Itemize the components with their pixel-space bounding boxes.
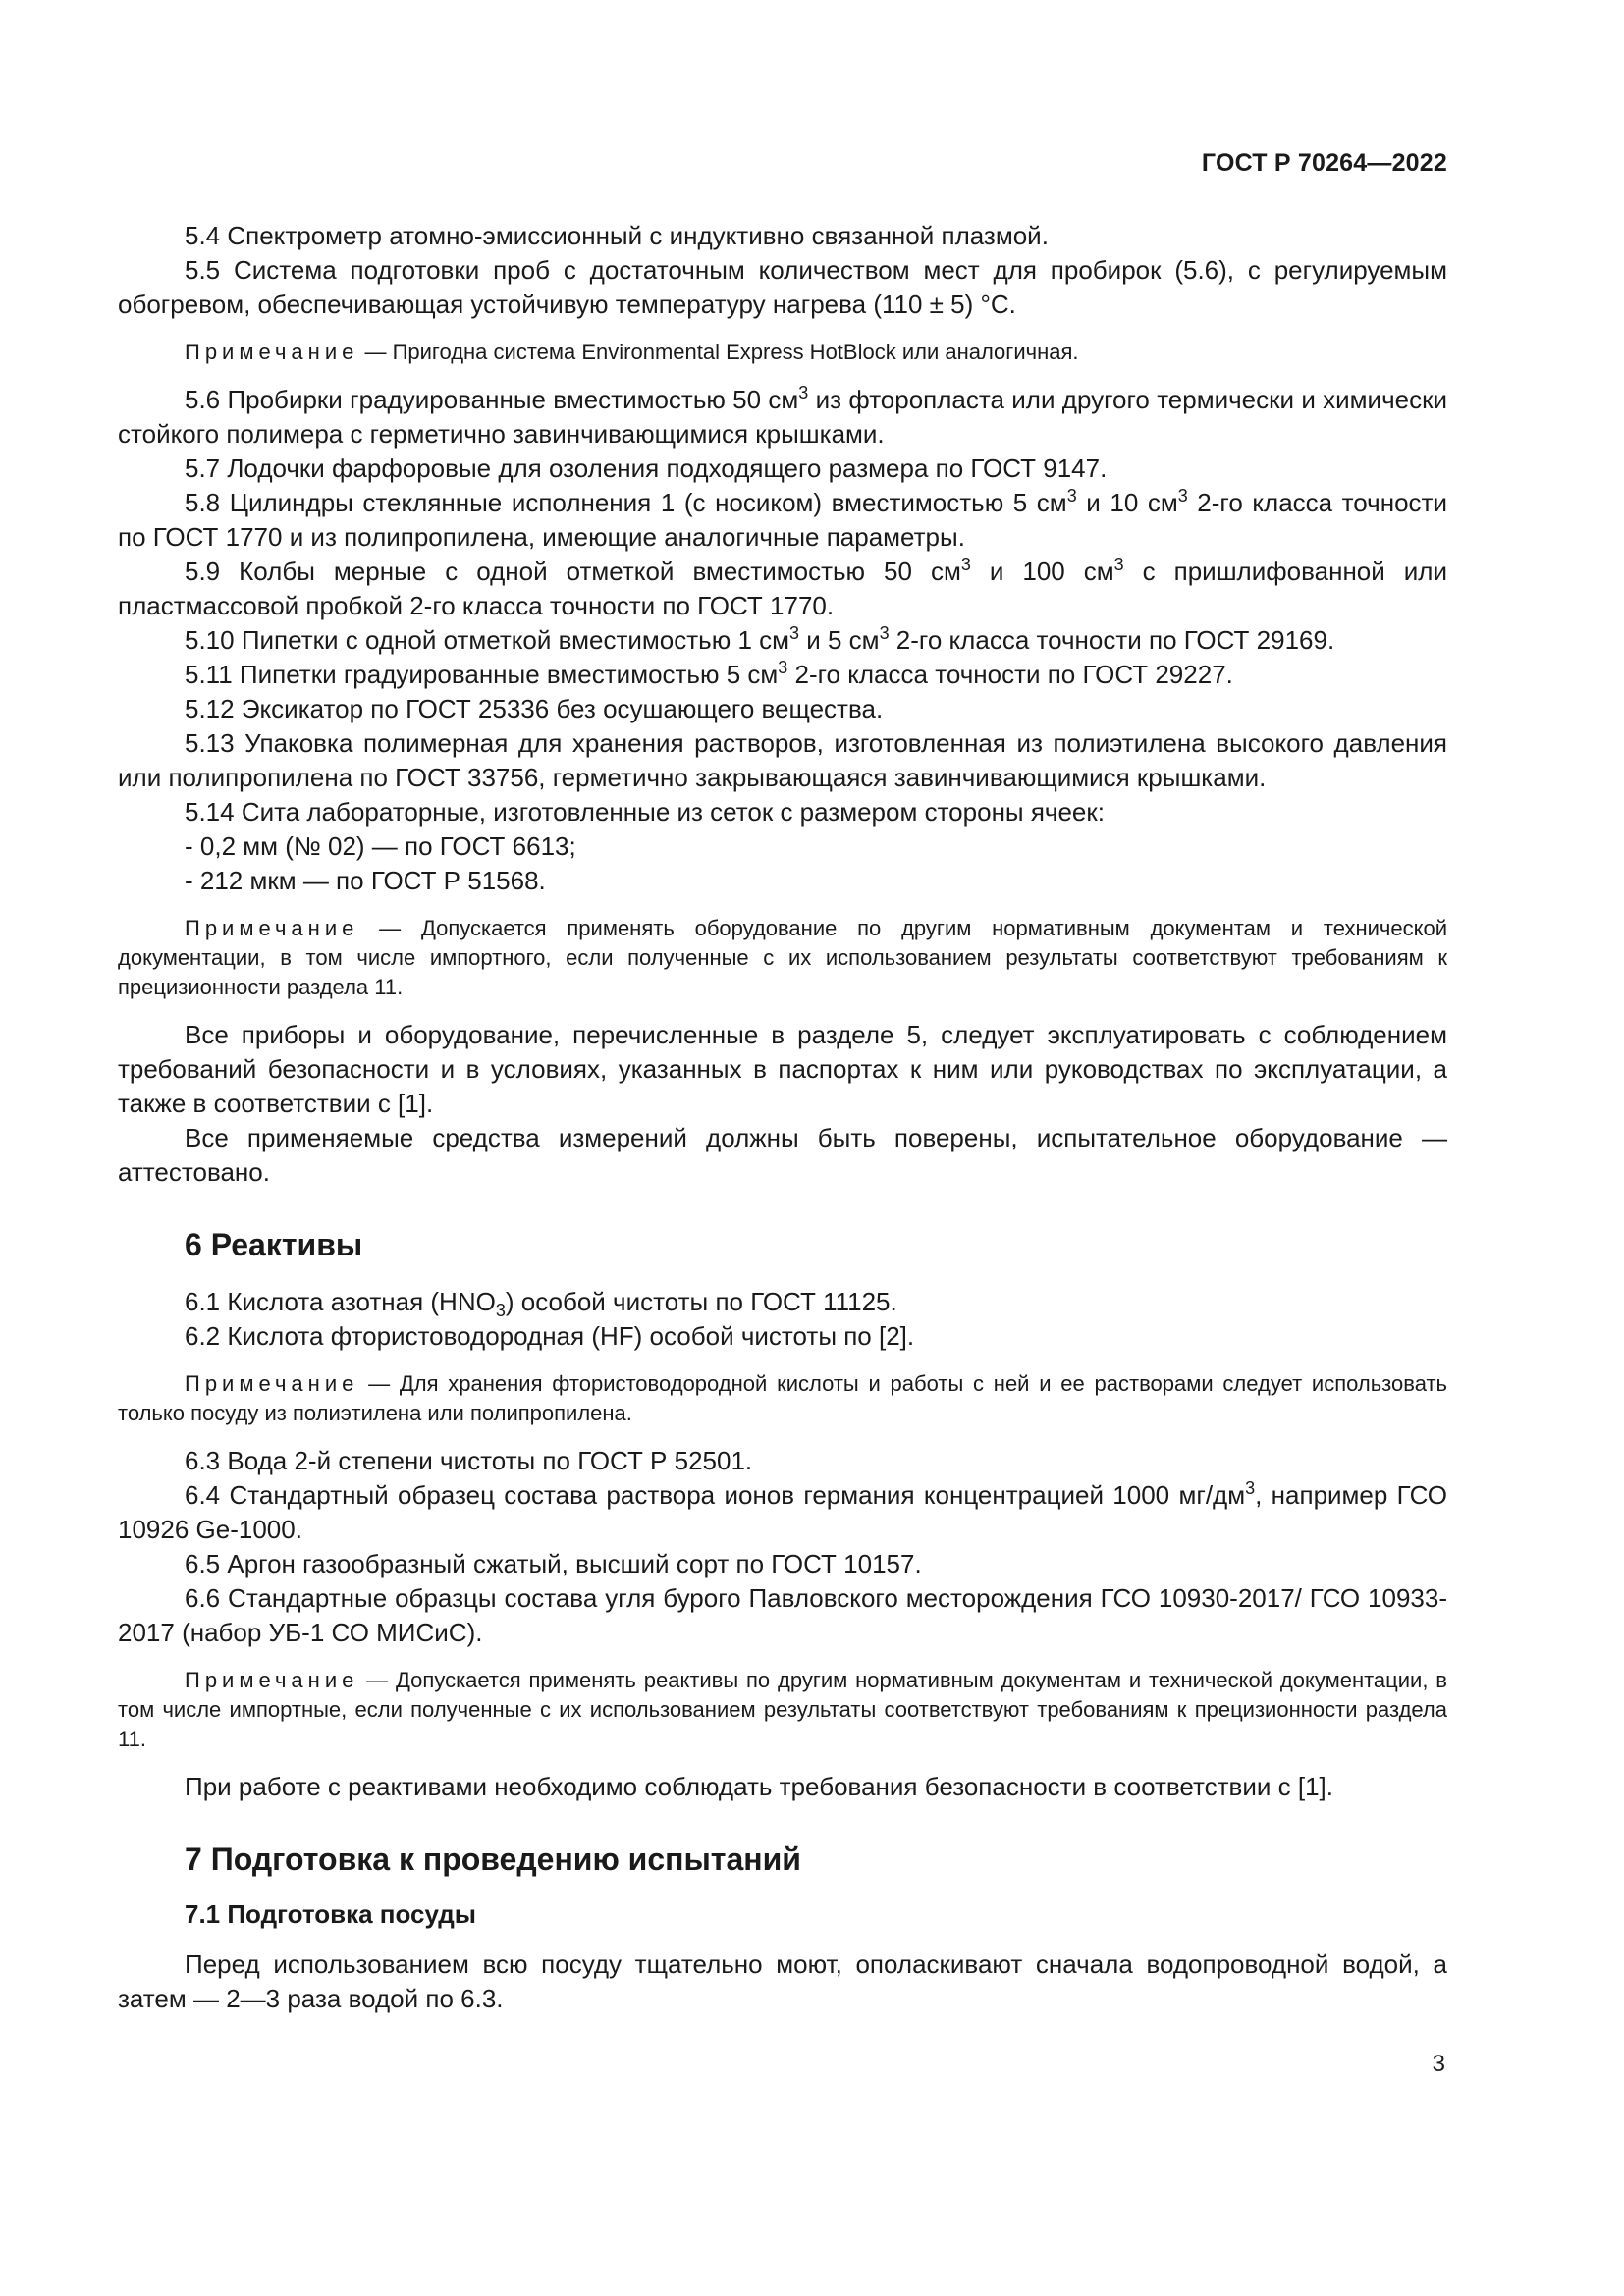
item-5-8: 5.8 Цилиндры стеклянные исполнения 1 (с носиком) вместимостью 5 $см^3$ и 10 $см^3$ 2-го класса точности по ГОСТ 1770 и из полипропилена, имеющие аналогичные параметры. xyxy=(118,486,1447,552)
item-6-4: 6.4 Стандартный образец состава раствора ионов германия концентрацией 1000 $мг/дм^3$, например ГСО 10926 Ge-1000. xyxy=(118,1478,1448,1544)
document-code-header: ГОСТ Р 70264—2022 xyxy=(1201,149,1447,177)
page-number: 3 xyxy=(1432,2051,1445,2077)
item-5-11: 5.11 Пипетки градуированные вместимостью 5 $см^3$ 2-го класса точности по ГОСТ 29227. xyxy=(185,658,1233,689)
item-5-10: 5.10 Пипетки с одной отметкой вместимостью 1 $см^3$ и 5 $см^3$ 2-го класса точности по ГОСТ 29169. xyxy=(185,623,1335,655)
list-item-sieve-1: - 0,2 мм (№ 02) — по ГОСТ 6613; xyxy=(185,831,576,861)
note-4 xyxy=(118,1666,1447,1754)
note-text: — Допускается применять реактивы по другим нормативным документам и технической документации, в том числе импортные, если полученные с их использованием результаты соответствуют требованиям к прецизионности раздела 11. xyxy=(118,1668,1447,1751)
section-7-title: 7 Подготовка к проведению испытаний xyxy=(185,1842,801,1877)
item-5-12: 5.12 Эксикатор по ГОСТ 25336 без осушающего вещества. xyxy=(185,694,884,723)
note-text: — Допускается применять оборудование по другим нормативным документам и технической документации, в том числе импортного, если полученные с их использованием результаты соответствуют требованиям к прецизионности раздела 11. xyxy=(118,916,1447,999)
item-5-13: 5.13 Упаковка полимерная для хранения растворов, изготовленная из полиэтилена высокого давления или полипропилена по ГОСТ 33756, герметично закрывающаяся завинчивающимися крышками. xyxy=(118,728,1447,792)
item-6-6: 6.6 Стандартные образцы состава угля бурого Павловского месторождения ГСО 10930-2017/ ГСО 10933-2017 (набор УБ-1 СО МИСиС). xyxy=(118,1583,1447,1647)
list-item-sieve-2: - 212 мкм — по ГОСТ Р 51568. xyxy=(185,866,546,895)
item-5-14: 5.14 Сита лабораторные, изготовленные из сеток с размером стороны ячеек: xyxy=(185,797,1105,827)
note-text: — Пригодна система Environmental Express HotBlock или аналогичная. xyxy=(358,340,1079,364)
item-6-2: 6.2 Кислота фтористоводородная (HF) особой чистоты по [2]. xyxy=(185,1321,915,1351)
note-1 xyxy=(118,338,1447,367)
item-5-7: 5.7 Лодочки фарфоровые для озоления подходящего размера по ГОСТ 9147. xyxy=(185,454,1108,483)
item-5-4: 5.4 Спектрометр атомно-эмиссионный с индуктивно связанной плазмой. xyxy=(185,221,1049,250)
item-6-5: 6.5 Аргон газообразный сжатый, высший сорт по ГОСТ 10157. xyxy=(185,1549,922,1578)
note-label: Примечание xyxy=(185,1371,359,1396)
item-6-1: 6.1 Кислота азотная $(HNO_3)$ особой чистоты по ГОСТ 11125. xyxy=(185,1287,897,1320)
note-label: Примечание xyxy=(185,340,359,364)
paragraph-dish-preparation: Перед использованием всю посуду тщательно моют, ополаскивают сначала водопроводной водой, а затем — 2—3 раза водой по 6.3. xyxy=(118,1949,1447,2013)
note-label: Примечание xyxy=(185,1668,359,1692)
paragraph-equipment-verification: Все применяемые средства измерений должны быть поверены, испытательное оборудование — аттестовано. xyxy=(118,1123,1447,1187)
item-6-3: 6.3 Вода 2-й степени чистоты по ГОСТ Р 52501. xyxy=(185,1446,753,1475)
page-content xyxy=(118,219,1447,2016)
paragraph-reagents-safety: При работе с реактивами необходимо соблюдать требования безопасности в соответствии с [1]. xyxy=(185,1772,1333,1801)
item-5-5: 5.5 Система подготовки проб с достаточным количеством мест для пробирок (5.6), с регулируемым обогревом, обеспечивающая устойчивую температуру нагрева (110 ± 5) °С. xyxy=(118,255,1447,319)
note-3 xyxy=(118,1369,1447,1428)
note-label: Примечание xyxy=(185,916,359,940)
section-6-title: 6 Реактивы xyxy=(185,1227,363,1262)
note-text: — Для хранения фтористоводородной кислоты и работы с ней и ее растворами следует использовать только посуду из полиэтилена или полипропилена. xyxy=(118,1371,1447,1425)
subsection-7-1-title: 7.1 Подготовка посуды xyxy=(185,1899,476,1929)
item-5-9: 5.9 Колбы мерные с одной отметкой вместимостью 50 $см^3$ и 100 $см^3$ с пришлифованной или пластмассовой пробкой 2-го класса точности по ГОСТ 1770. xyxy=(118,555,1448,620)
item-5-6: 5.6 Пробирки градуированные вместимостью 50 $см^3$ из фторопласта или другого термически и химически стойкого полимера с герметично завинчивающимися крышками. xyxy=(118,383,1447,449)
paragraph-equipment-safety: Все приборы и оборудование, перечисленные в разделе 5, следует эксплуатировать с соблюдением требований безопасности и в условиях, указанных в паспортах к ним или руководствах по эксплуатации, а также в соответствии с [1]. xyxy=(118,1020,1447,1118)
note-2 xyxy=(118,914,1447,1002)
